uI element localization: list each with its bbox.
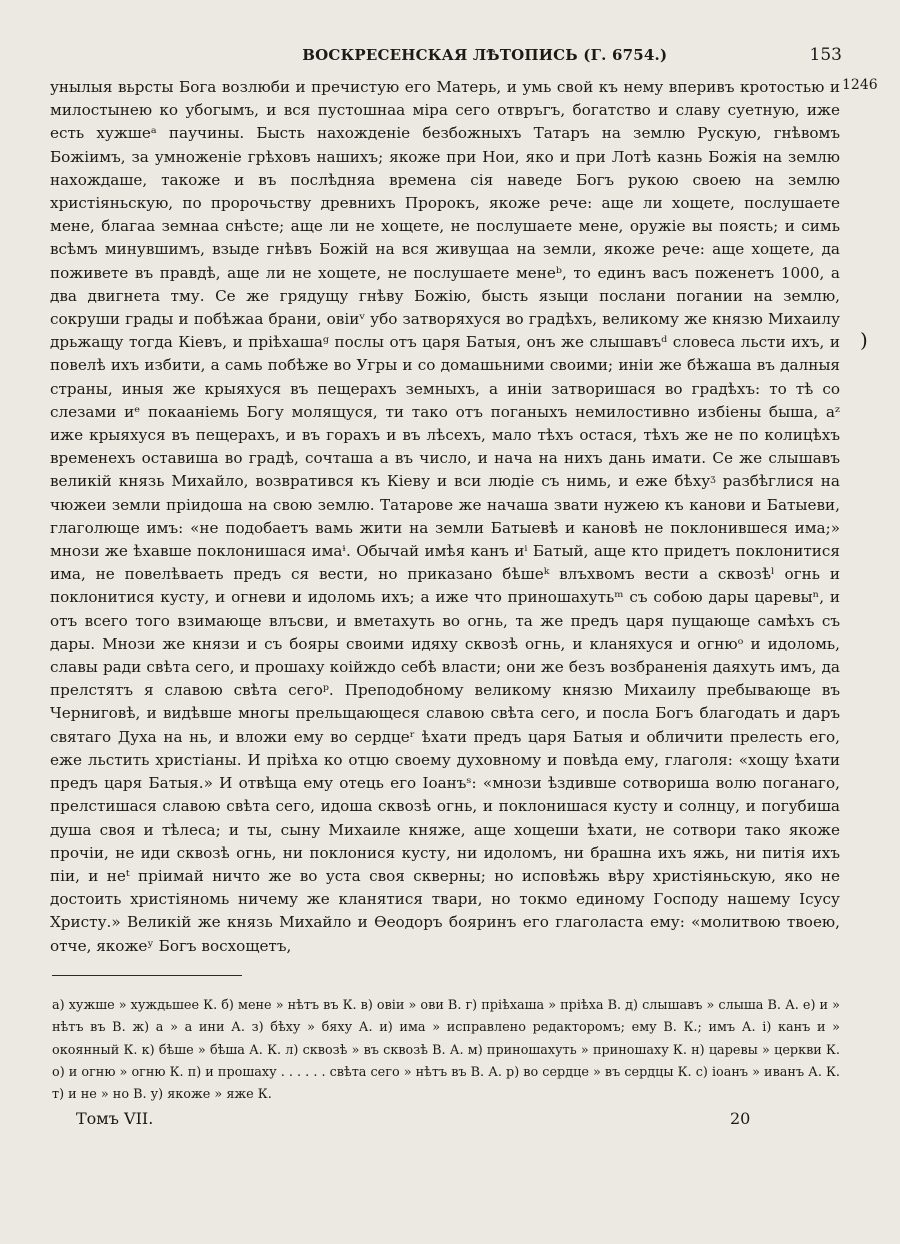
footnotes xyxy=(52,995,840,1106)
tome-label: Томъ VII. xyxy=(76,1109,154,1128)
margin-mark: ) xyxy=(860,328,868,352)
running-head xyxy=(50,45,842,65)
margin-year: 1246 xyxy=(842,77,878,93)
sheet-number: 20 xyxy=(730,1109,751,1128)
footnote-rule xyxy=(52,975,242,976)
chronicle-paragraph: унылыя вьрсты Бога возлюби и пречистую его Матерь, и умь свой къ нему вперивъ кротостью и милостынею ко убогымъ, и вся пустошнаа міра сего отвръгъ, богатство и славу суетную, иже есть хужшеᵃ паучины. Бысть нахожденіе безбожныхъ Татаръ на землю Рускую, гнѣвомъ Божіимъ, за умноженіе грѣховъ нашихъ; якоже при Нои, яко и при Лотѣ казнь Божія на землю нахождаше, такоже и въ послѣдняа времена сія наведе Богъ рукою своею на землю христіяньскую, по пророчьству древнихъ Пророкъ, якоже рече: аще ли хощете, послушаете мене, благаа земнаа снѣсте; аще ли не хощете, не послушаете мене, оружіе вы поясть; и симь всѣмъ минувшимъ, взыде гнѣвъ Божій на вся живущаа на земли, якоже рече: аще хощете, да поживете въ правдѣ, аще ли не хощете, не послушаете менеᵇ, то единъ васъ поженетъ 1000, а два двигнета тму. Се же грядущу гнѣву Божію, бысть языци послани погании на землю, сокруши грады и побѣжаа брани, овіиᵛ убо затворяхуся во градѣхъ, великому же князю Михаилу дрьжащу тогда Кіевъ, и пріѣхашаᵍ послы отъ царя Батыя, онъ же слышавъᵈ словеса льсти ихъ, и повелѣ ихъ избити, а самь побѣже во Угры и со домашьними своими; иніи же бѣжаша въ далныя страны, иныя же крыяхуся въ пещерахъ земныхъ, а иніи затворишася во градѣхъ: то тѣ со слезами иᵉ покааніемь Богу молящуся, ти тако отъ поганыхъ немилостивно избіены быша, аᶻ иже крыяхуся въ пещерахъ, и въ горахъ и въ лѣсехъ, мало тѣхъ остася, тѣхъ же не по колицѣхъ временехъ оставиша во градѣ, сочташа а въ число, и нача на нихъ дань имати. Се же слышавъ великій князь Михайло, возвратився къ Кіеву и вси людіе съ нимь, и еже бѣхуᶾ разбѣглися на чюжеи земли пріидоша на свою землю. Татарове же начаша звати нужею къ канови и Батыеви, глаголюще имъ: «не подобаетъ вамь жити на земли Батыевѣ и кановѣ не поклонившеся има;» мнози же ѣхавше поклонишася имаᶤ. Обычай имѣя канъ иⁱ Батый, аще кто придетъ поклонитися има, не повелѣваеть предъ ся вести, но приказано бѣшеᵏ влъхвомъ вести а сквозѣˡ огнь и поклонитися кусту, и огневи и идоломь ихъ; а иже что приношахутьᵐ съ собою дары царевыⁿ, и отъ всего того взимающе влъсви, и вметахуть во огнь, та же предъ царя пущающе самѣхъ съ дары. Мнози же князи и съ бояры своими идяху сквозѣ огнь, и кланяхуся и огнюᵒ и идоломь, славы ради свѣта сего, и прошаху коійждо себѣ власти; они же безъ возбраненія даяхуть имъ, да прелстятъ я славою свѣта сегоᵖ. Преподобному великому князю Михаилу пребывающе въ Черниговѣ, и видѣвше многы прельщающеся славою свѣта сего, и посла Богъ благодать и даръ святаго Духа на нь, и вложи ему во сердцеʳ ѣхати предъ царя Батыя и обличити прелесть его, еже льстить христіаны. И пріѣха ко отцю своему духовному и повѣда ему, глаголя: «хощу ѣхати предъ царя Батыя.» И отвѣща ему отець его Іоанъˢ: «мнози ѣздивше сотвориша волю поганаго, прелстишася славою свѣта сего, идоша сквозѣ огнь, и поклонишася кусту и солнцу, и погубиша душа своя и тѣлеса; и ты, сыну Михаиле княже, аще хощеши ѣхати, не сотвори тако якоже прочіи, не иди сквозѣ огнь, ни поклонися кусту, ни идоломъ, ни брашна ихъ яжь, ни питія ихъ піи, и неᵗ пріимай ничто же во уста своя скверны; но исповѣжь вѣру христіяньскую, яко не достоить христіяномь ничему же кланятися твари, но токмо единому Господу нашему Ісусу Христу.» Великій же князь Михайло и Ѳеодоръ бояринъ его глаголаста ему: «молитвою твоею, отче, якожеʸ Богъ восхощетъ, xyxy=(50,78,840,955)
running-title: ВОСКРЕСЕНСКАЯ ЛѢТОПИСЬ (Г. 6754.) xyxy=(302,46,668,64)
main-text xyxy=(50,76,840,958)
footnotes-text: а) хужше » хуждьшее К. б) мене » нѣтъ въ К. в) овіи » ови В. г) пріѣхаша » пріѣха В. д) слышавъ » слыша В. А. е) и » нѣтъ въ В. ж) а » а ини А. з) бѣху » бяху А. и) има » исправлено редакторомъ; ему В. К.; имъ А. і) канъ и » окоянный К. к) бѣше » бѣша А. К. л) сквозѣ » въ сквозѣ В. А. м) приношахуть » приношаху К. н) царевы » церкви К. о) и огню » огню К. п) и прошаху . . . . . . свѣта сего » нѣтъ въ В. А. р) во сердце » въ сердцы К. с) іоанъ » иванъ А. К. т) и не » но В. у) якоже » яже К. xyxy=(52,998,840,1103)
page-number: 153 xyxy=(809,45,842,65)
